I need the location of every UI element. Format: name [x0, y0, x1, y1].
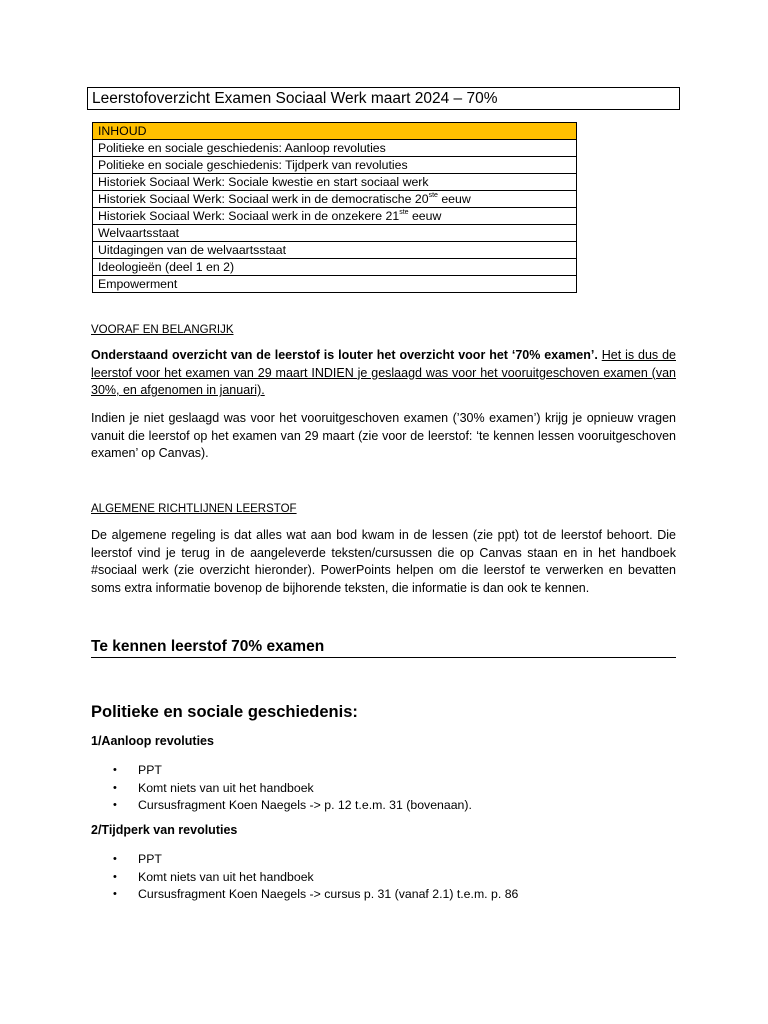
contents-text: Historiek Sociaal Werk: Sociaal werk in de democratische 20	[98, 192, 429, 206]
contents-header-row	[93, 123, 577, 140]
contents-row	[93, 259, 577, 276]
subsection-list-2	[91, 851, 518, 904]
list-item-text: Cursusfragment Koen Naegels -> p. 12 t.e.m. 31 (bovenaan).	[138, 798, 472, 812]
list-item-text: Cursusfragment Koen Naegels -> cursus p. 31 (vanaf 2.1) t.e.m. p. 86	[138, 887, 519, 901]
ordinal-superscript: ste	[399, 209, 409, 216]
bullet-icon: •	[113, 799, 117, 811]
contents-row	[93, 174, 577, 191]
contents-row	[93, 242, 577, 259]
vooraf-paragraph-2: Indien je niet geslaagd was voor het vooruitgeschoven examen (’30% examen’) krijg je opnieuw vragen vanuit die leerstof op het examen van 29 maart (zie voor de leerstof: ‘te kennen lessen vooruitgeschoven examen’ op Canvas).	[91, 411, 676, 460]
contents-text: Historiek Sociaal Werk: Sociale kwestie en start sociaal werk	[98, 175, 429, 189]
contents-cell	[93, 157, 577, 174]
contents-cell	[93, 208, 577, 225]
bullet-icon: •	[113, 781, 117, 794]
main-heading: Te kennen leerstof 70% examen	[91, 636, 676, 658]
list-item-text: Komt niets van uit het handboek	[138, 869, 314, 884]
contents-header: INHOUD	[93, 123, 577, 140]
list-item	[91, 886, 518, 904]
contents-row	[93, 191, 577, 208]
richtlijnen-paragraph: De algemene regeling is dat alles wat aan bod kwam in de lessen (zie ppt) tot de leerstof behoort. Die leerstof vind je terug in de aangeleverde teksten/cursussen die op Canvas staan en in het handboek #sociaal werk (zie overzicht hieronder). PowerPoints helpen om die leerstof te verwerken en bevatten soms extra informatie bovenop de bijhorende teksten, die informatie is dan ook te kennen.	[91, 528, 676, 595]
list-item-text: PPT	[138, 852, 162, 866]
list-item-text: Komt niets van uit het handboek	[138, 780, 314, 795]
section-heading: Politieke en sociale geschiedenis:	[91, 703, 358, 721]
contents-cell	[93, 276, 577, 293]
subsection-title-1: 1/Aanloop revoluties	[91, 734, 214, 748]
vooraf-underlined-text: Het is dus de leerstof voor het examen van 29 maart INDIEN je geslaagd was voor het vooruitgeschoven examen (van 30%, en afgenomen in januari).	[91, 348, 676, 397]
bullet-icon: •	[113, 764, 117, 776]
bullet-icon: •	[113, 870, 117, 883]
contents-text: Empowerment	[98, 277, 178, 291]
list-item	[91, 851, 518, 869]
contents-cell	[93, 242, 577, 259]
subsection-title-2: 2/Tijdperk van revoluties	[91, 823, 238, 837]
bullet-icon: •	[113, 888, 117, 900]
contents-text: Uitdagingen van de welvaartsstaat	[98, 243, 286, 257]
subsection-list-1	[91, 762, 472, 815]
contents-row	[93, 208, 577, 225]
contents-text: Ideologieën (deel 1 en 2)	[98, 260, 235, 274]
contents-text: Politieke en sociale geschiedenis: Tijdperk van revoluties	[98, 158, 408, 172]
contents-row	[93, 225, 577, 242]
ordinal-superscript: ste	[428, 192, 438, 199]
list-item	[91, 797, 472, 815]
vooraf-label: VOORAF EN BELANGRIJK	[91, 324, 234, 336]
list-item	[91, 780, 472, 798]
list-item-text: PPT	[138, 763, 162, 777]
contents-table	[92, 122, 577, 293]
contents-cell	[93, 259, 577, 276]
contents-text-suffix: eeuw	[437, 192, 471, 206]
contents-text-suffix: eeuw	[408, 209, 442, 223]
richtlijnen-label: ALGEMENE RICHTLIJNEN LEERSTOF	[91, 503, 297, 515]
contents-text: Politieke en sociale geschiedenis: Aanloop revoluties	[98, 141, 386, 155]
bullet-icon: •	[113, 853, 117, 865]
vooraf-bold-text: Onderstaand overzicht van de leerstof is louter het overzicht voor het ‘70% examen’.	[91, 348, 598, 362]
vooraf-paragraph-1	[91, 347, 676, 400]
contents-row	[93, 140, 577, 157]
list-item	[91, 762, 472, 780]
contents-text: Historiek Sociaal Werk: Sociaal werk in de onzekere 21	[98, 209, 400, 223]
contents-cell	[93, 191, 577, 208]
contents-cell	[93, 225, 577, 242]
list-item	[91, 869, 518, 887]
contents-cell	[93, 174, 577, 191]
contents-text: Welvaartsstaat	[98, 226, 180, 240]
contents-row	[93, 157, 577, 174]
contents-row	[93, 276, 577, 293]
contents-cell	[93, 140, 577, 157]
document-title: Leerstofoverzicht Examen Sociaal Werk maart 2024 – 70%	[87, 87, 680, 110]
